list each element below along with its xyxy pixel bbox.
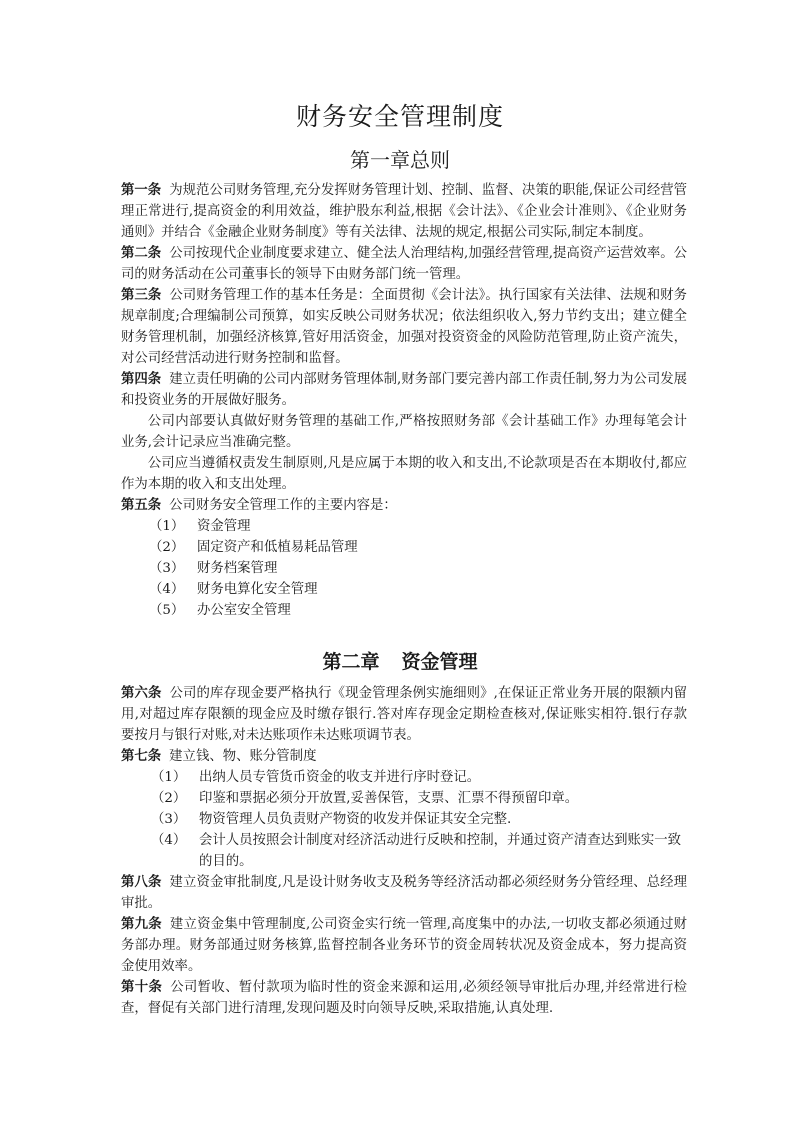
- list-text: 办公室安全管理: [197, 603, 291, 618]
- document-title: 财务安全管理制度: [295, 102, 504, 131]
- chapter-2-number: 第二章: [322, 651, 380, 673]
- list-text: 财务档案管理: [197, 561, 278, 576]
- list-item: [121, 600, 687, 621]
- article-1: [121, 180, 687, 243]
- list-number: （2）: [151, 791, 187, 806]
- list-number: （3）: [149, 561, 185, 576]
- article-label: 第九条: [121, 917, 162, 932]
- article-label: 第四条: [121, 372, 162, 387]
- list-number: （2）: [149, 540, 185, 555]
- list-text: 会计人员按照会计制度对经济活动进行反映和控制，并通过资产清查达到账实一致的目的。: [199, 833, 682, 869]
- article-text: 公司的库存现金要严格执行《现金管理条例实施细则》,在保证正常业务开展的限额内留用,对超过库存限额的现金应及时缴存银行.答对库存现金定期检查核对,保证账实相符.银行存款要按月与银行对账,对未达账项作未达账项调节表。: [121, 686, 688, 743]
- chapter-2-heading: [0, 648, 800, 676]
- list-item: [121, 537, 687, 558]
- article-9: [121, 914, 687, 977]
- list-item: [121, 830, 687, 872]
- article-2: [121, 243, 687, 285]
- chapter-2-body: [121, 683, 687, 1019]
- article-label: 第六条: [121, 686, 162, 701]
- article-label: 第十条: [121, 980, 163, 995]
- list-text: 印鉴和票据必须分开放置,妥善保管，支票、汇票不得预留印章。: [199, 791, 579, 806]
- list-text: 固定资产和低植易耗品管理: [197, 540, 358, 555]
- article-8: [121, 872, 687, 914]
- article-text: 建立资金审批制度,凡是设计财务收支及税务等经济活动都必须经财务分管经理、总经理审批。: [121, 875, 688, 911]
- article-6: [121, 683, 687, 746]
- list-number: （4）: [149, 582, 185, 597]
- list-number: （1）: [151, 770, 187, 785]
- list-number: （3）: [151, 812, 187, 827]
- chapter-2-title: 资金管理: [401, 651, 478, 673]
- chapter-1-body: [121, 180, 687, 621]
- list-text: 财务电算化安全管理: [197, 582, 318, 597]
- article-label: 第八条: [121, 875, 162, 890]
- article-text: 公司按现代企业制度要求建立、健全法人治理结构,加强经营管理,提高资产运营效率。公司的财务活动在公司董事长的领导下由财务部门统一管理。: [121, 246, 688, 282]
- article-label: 第一条: [121, 183, 162, 198]
- article-text: 为规范公司财务管理,充分发挥财务管理计划、控制、监督、决策的职能,保证公司经营管理正常进行,提高资金的利用效益，维护股东利益,根据《会计法》、《企业会计准则》、《企业财务通则》并结合《金融企业财务制度》等有关法律、法规的规定,根据公司实际,制定本制度。: [121, 183, 688, 240]
- paragraph-accrual-principle: 公司应当遵循权责发生制原则,凡是应属于本期的收入和支出,不论款项是否在本期收付,都应作为本期的收入和支出处理。: [121, 456, 687, 492]
- article-4: [121, 369, 687, 411]
- article-7-list: [121, 767, 687, 872]
- article-5: [121, 495, 687, 516]
- list-number: （5）: [149, 603, 185, 618]
- article-text: 公司财务管理工作的基本任务是：全面贯彻《会计法》。执行国家有关法律、法规和财务规章制度;合理编制公司预算，如实反映公司财务状况；依法组织收入,努力节约支出；建立健全财务管理机制，加强经济核算,管好用活资金，加强对投资资金的风险防范管理,防止资产流失，对公司经营活动进行财务控制和监督。: [121, 288, 687, 366]
- article-label: 第二条: [121, 246, 162, 261]
- article-label: 第七条: [121, 749, 162, 764]
- list-item: [121, 579, 687, 600]
- article-text: 建立责任明确的公司内部财务管理体制,财务部门要完善内部工作责任制,努力为公司发展和投资业务的开展做好服务。: [121, 372, 688, 408]
- list-item: [121, 767, 687, 788]
- list-number: （4）: [151, 833, 187, 848]
- list-item: [121, 809, 687, 830]
- article-text: 公司暂收、暂付款项为临时性的资金来源和运用,必须经领导审批后办理,并经常进行检查，督促有关部门进行清理,发现问题及时向领导反映,采取措施,认真处理.: [121, 980, 687, 1016]
- article-text: 建立钱、物、账分管制度: [169, 749, 317, 764]
- list-number: （1）: [149, 519, 185, 534]
- list-item: [121, 558, 687, 579]
- article-7: [121, 746, 687, 767]
- chapter-1-heading: 第一章总则: [350, 148, 450, 172]
- article-10: [121, 977, 687, 1019]
- list-text: 资金管理: [197, 519, 251, 534]
- paragraph-accounting-basics: 公司内部要认真做好财务管理的基础工作,严格按照财务部《会计基础工作》办理每笔会计业务,会计记录应当准确完整。: [121, 414, 687, 450]
- article-label: 第五条: [121, 498, 162, 513]
- list-text: 物资管理人员负责财产物资的收发并保证其安全完整.: [199, 812, 512, 827]
- list-text: 出纳人员专管货币资金的收支并进行序时登记。: [199, 770, 481, 785]
- list-item: [121, 516, 687, 537]
- article-5-list: [121, 516, 687, 621]
- article-3: [121, 285, 687, 369]
- list-item: [121, 788, 687, 809]
- article-label: 第三条: [121, 288, 162, 303]
- article-text: 建立资金集中管理制度,公司资金实行统一管理,高度集中的办法,一切收支都必须通过财务部办理。财务部通过财务核算,监督控制各业务环节的资金周转状况及资金成本，努力提高资金使用效率。: [121, 917, 687, 974]
- article-text: 公司财务安全管理工作的主要内容是：: [169, 498, 397, 513]
